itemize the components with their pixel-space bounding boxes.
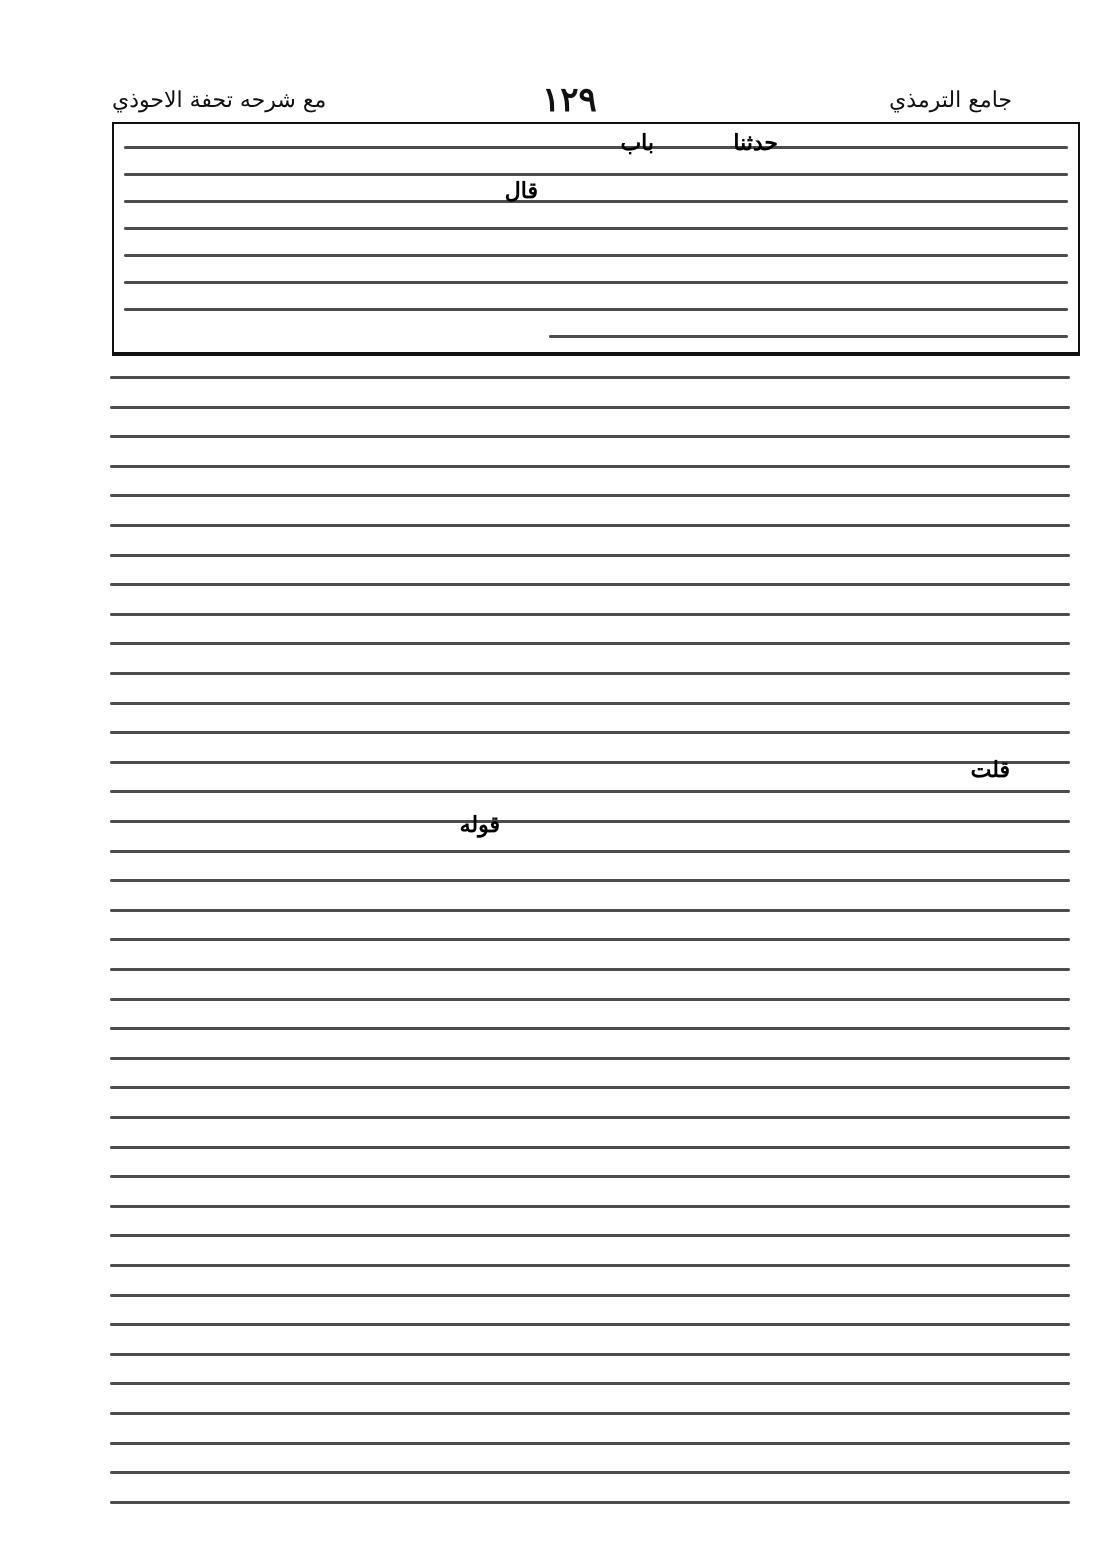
text-line bbox=[110, 583, 1070, 586]
text-line bbox=[110, 1175, 1070, 1178]
main-text-box bbox=[112, 122, 1080, 354]
text-line bbox=[110, 1027, 1070, 1030]
text-line bbox=[110, 1501, 1070, 1504]
text-line bbox=[110, 1264, 1070, 1267]
text-line bbox=[110, 613, 1070, 616]
text-line bbox=[110, 731, 1070, 734]
running-header bbox=[112, 80, 1012, 124]
text-line bbox=[110, 1116, 1070, 1119]
text-line bbox=[110, 1294, 1070, 1297]
text-line bbox=[110, 1205, 1070, 1208]
text-line bbox=[110, 642, 1070, 645]
hadith-isnad-marker: حدثنا bbox=[733, 130, 778, 156]
text-line bbox=[110, 1471, 1070, 1474]
text-line bbox=[110, 494, 1070, 497]
chapter-heading: باب bbox=[620, 130, 654, 156]
text-line bbox=[110, 909, 1070, 912]
text-line bbox=[110, 820, 1070, 823]
text-line bbox=[124, 146, 1068, 149]
text-line bbox=[124, 173, 1068, 176]
section-divider bbox=[112, 354, 1080, 356]
text-line bbox=[110, 790, 1070, 793]
text-line bbox=[110, 968, 1070, 971]
text-line bbox=[110, 1323, 1070, 1326]
text-line bbox=[110, 1057, 1070, 1060]
text-line bbox=[124, 281, 1068, 284]
text-line bbox=[110, 672, 1070, 675]
text-line bbox=[110, 376, 1070, 379]
text-line bbox=[110, 465, 1070, 468]
text-line bbox=[124, 227, 1068, 230]
page-number: ١٢٩ bbox=[542, 80, 597, 120]
text-line bbox=[110, 435, 1070, 438]
text-line bbox=[110, 1234, 1070, 1237]
text-line bbox=[110, 938, 1070, 941]
text-line bbox=[110, 406, 1070, 409]
text-line bbox=[110, 1353, 1070, 1356]
commentary-section bbox=[100, 362, 1080, 1512]
text-line bbox=[124, 200, 1068, 203]
text-line bbox=[110, 879, 1070, 882]
text-line bbox=[110, 761, 1070, 764]
text-line bbox=[110, 850, 1070, 853]
text-line bbox=[549, 335, 1068, 338]
verdict-marker: قال bbox=[504, 178, 538, 204]
commentary-qultu: قلت bbox=[970, 757, 1010, 783]
text-line bbox=[110, 1146, 1070, 1149]
commentary-title: مع شرحه تحفة الاحوذي bbox=[112, 88, 327, 113]
text-line bbox=[110, 1442, 1070, 1445]
text-line bbox=[110, 554, 1070, 557]
text-line bbox=[110, 1412, 1070, 1415]
text-line bbox=[110, 524, 1070, 527]
text-line bbox=[110, 1086, 1070, 1089]
text-line bbox=[124, 254, 1068, 257]
text-line bbox=[124, 308, 1068, 311]
text-line bbox=[110, 998, 1070, 1001]
commentary-qawluhu: قوله bbox=[459, 812, 500, 838]
text-line bbox=[110, 702, 1070, 705]
book-title: جامع الترمذي bbox=[889, 88, 1012, 113]
text-line bbox=[110, 1382, 1070, 1385]
